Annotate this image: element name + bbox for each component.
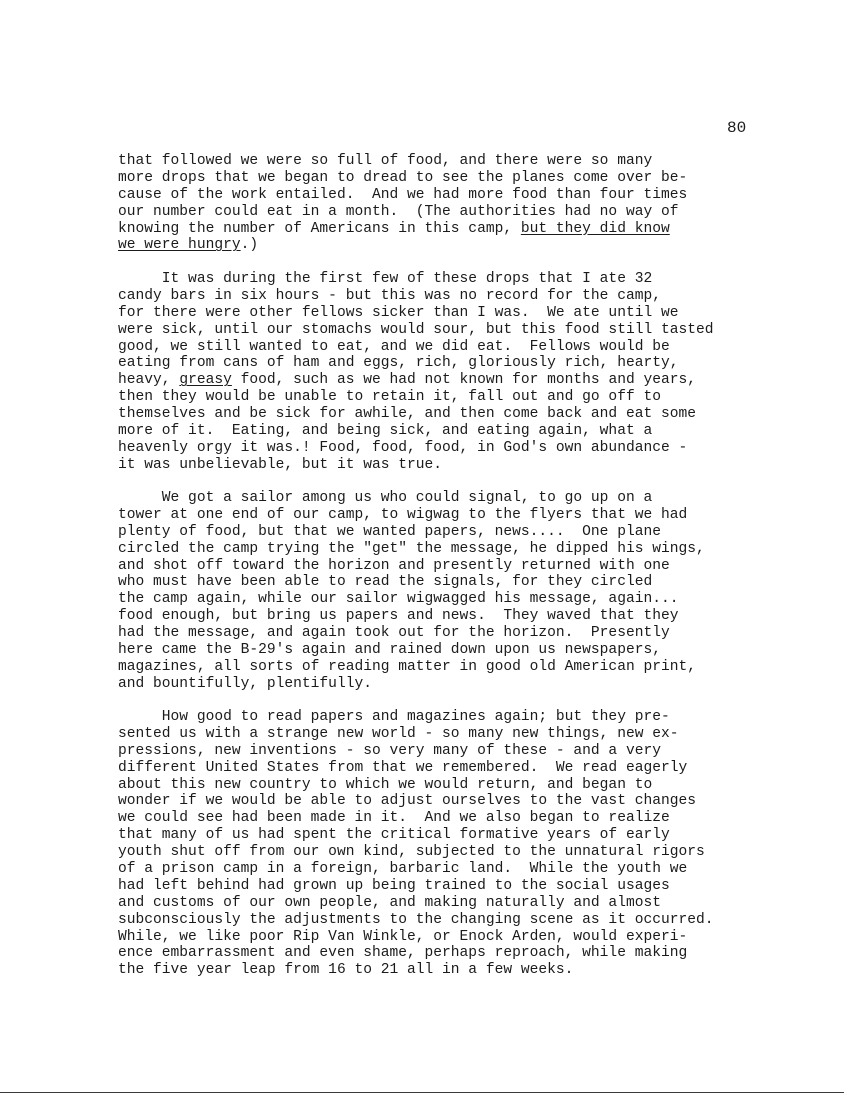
text-line bbox=[118, 945, 714, 962]
text-line bbox=[118, 355, 714, 372]
text-line bbox=[118, 339, 714, 356]
text-run: tower at one end of our camp, to wigwag to the flyers that we had bbox=[118, 506, 688, 523]
text-run: had the message, and again took out for the horizon. Presently bbox=[118, 625, 670, 642]
text-line bbox=[118, 457, 714, 474]
text-line bbox=[118, 793, 714, 810]
text-run: were sick, until our stomachs would sour, but this food still tasted bbox=[118, 321, 714, 338]
text-line bbox=[118, 372, 714, 389]
text-run: candy bars in six hours - but this was no record for the camp, bbox=[118, 287, 661, 304]
text-run: How good to read papers and magazines again; but they pre- bbox=[118, 709, 670, 725]
text-line bbox=[118, 743, 714, 760]
paragraph bbox=[118, 153, 687, 254]
text-run: wonder if we would be able to adjust ourselves to the vast changes bbox=[118, 793, 697, 810]
text-line bbox=[118, 288, 714, 305]
text-line bbox=[118, 760, 714, 777]
text-run: themselves and be sick for awhile, and then come back and eat some bbox=[118, 406, 697, 423]
text-run: different United States from that we remembered. We read eagerly bbox=[118, 759, 688, 776]
text-run: more of it. Eating, and being sick, and eating again, what a bbox=[118, 423, 653, 440]
text-line bbox=[118, 709, 714, 726]
underlined-text: greasy bbox=[179, 372, 232, 389]
text-run: that many of us had spent the critical formative years of early bbox=[118, 827, 670, 844]
text-line bbox=[118, 558, 705, 575]
text-run: it was unbelievable, but it was true. bbox=[118, 456, 443, 473]
text-line bbox=[118, 170, 687, 187]
text-line bbox=[118, 878, 714, 895]
text-run: and bountifully, plentifully. bbox=[118, 675, 372, 692]
text-line bbox=[118, 844, 714, 861]
text-line bbox=[118, 322, 714, 339]
text-run: magazines, all sorts of reading matter in good old American print, bbox=[118, 658, 697, 675]
text-run: that followed we were so full of food, and there were so many bbox=[118, 153, 653, 169]
text-line bbox=[118, 642, 705, 659]
paragraph bbox=[118, 490, 705, 693]
text-run: and customs of our own people, and making naturally and almost bbox=[118, 894, 661, 911]
text-run: here came the B-29's again and rained down upon us newspapers, bbox=[118, 642, 661, 659]
text-line bbox=[118, 861, 714, 878]
text-run: then they would be unable to retain it, fall out and go off to bbox=[118, 389, 661, 406]
underlined-text: we were hungry bbox=[118, 237, 241, 254]
text-run: good, we still wanted to eat, and we did eat. Fellows would be bbox=[118, 338, 670, 355]
text-run: food, such as we had not known for months and years, bbox=[231, 372, 697, 389]
text-line bbox=[118, 406, 714, 423]
text-line bbox=[118, 676, 705, 693]
text-line bbox=[118, 187, 687, 204]
text-run: of a prison camp in a foreign, barbaric land. While the youth we bbox=[118, 861, 688, 878]
text-run: cause of the work entailed. And we had more food than four times bbox=[118, 186, 688, 203]
text-run: subconsciously the adjustments to the changing scene as it occurred. bbox=[118, 911, 714, 928]
text-run: youth shut off from our own kind, subjected to the unnatural rigors bbox=[118, 844, 705, 861]
text-run: pressions, new inventions - so very many of these - and a very bbox=[118, 742, 661, 759]
text-line bbox=[118, 423, 714, 440]
text-line bbox=[118, 389, 714, 406]
text-run: circled the camp trying the "get" the message, he dipped his wings, bbox=[118, 540, 705, 557]
text-line bbox=[118, 810, 714, 827]
paragraph bbox=[118, 271, 714, 474]
text-line bbox=[118, 591, 705, 608]
text-line bbox=[118, 440, 714, 457]
text-run: sented us with a strange new world - so many new things, new ex- bbox=[118, 725, 679, 742]
text-run: It was during the first few of these drops that I ate 32 bbox=[118, 271, 653, 287]
text-line bbox=[118, 929, 714, 946]
text-run: more drops that we began to dread to see the planes come over be- bbox=[118, 169, 688, 186]
text-line bbox=[118, 271, 714, 288]
text-run: for there were other fellows sicker than I was. We ate until we bbox=[118, 304, 679, 321]
text-run: While, we like poor Rip Van Winkle, or Enock Arden, would experi- bbox=[118, 928, 688, 945]
text-line bbox=[118, 895, 714, 912]
text-line bbox=[118, 221, 687, 238]
text-line bbox=[118, 659, 705, 676]
text-run: plenty of food, but that we wanted papers, news.... One plane bbox=[118, 523, 661, 540]
text-line bbox=[118, 305, 714, 322]
text-run: about this new country to which we would return, and began to bbox=[118, 776, 653, 793]
text-line bbox=[118, 507, 705, 524]
text-line bbox=[118, 204, 687, 221]
text-line bbox=[118, 962, 714, 979]
text-run: .) bbox=[240, 237, 259, 254]
text-line bbox=[118, 490, 705, 507]
text-run: we could see had been made in it. And we also began to realize bbox=[118, 810, 670, 827]
text-run: knowing the number of Americans in this camp, bbox=[118, 220, 521, 237]
text-run: eating from cans of ham and eggs, rich, gloriously rich, hearty, bbox=[118, 355, 679, 372]
text-line bbox=[118, 541, 705, 558]
text-line bbox=[118, 726, 714, 743]
text-line bbox=[118, 777, 714, 794]
paragraph bbox=[118, 709, 714, 979]
text-line bbox=[118, 574, 705, 591]
text-line bbox=[118, 153, 687, 170]
text-run: heavenly orgy it was.! Food, food, food, in God's own abundance - bbox=[118, 439, 688, 456]
text-run: our number could eat in a month. (The authorities had no way of bbox=[118, 203, 679, 220]
text-line bbox=[118, 608, 705, 625]
page-edge-divider bbox=[0, 1092, 844, 1093]
underlined-text: but they did know bbox=[520, 220, 670, 237]
text-run: the five year leap from 16 to 21 all in a few weeks. bbox=[118, 962, 574, 979]
page-number: 80 bbox=[727, 119, 747, 137]
text-run: had left behind had grown up being trained to the social usages bbox=[118, 877, 670, 894]
text-run: heavy, bbox=[118, 372, 180, 389]
text-run: food enough, but bring us papers and news. They waved that they bbox=[118, 608, 679, 625]
text-line bbox=[118, 827, 714, 844]
text-line bbox=[118, 237, 687, 254]
text-line bbox=[118, 524, 705, 541]
text-run: the camp again, while our sailor wigwagged his message, again... bbox=[118, 591, 679, 608]
text-line bbox=[118, 625, 705, 642]
text-run: and shot off toward the horizon and presently returned with one bbox=[118, 557, 670, 574]
text-run: who must have been able to read the signals, for they circled bbox=[118, 574, 653, 591]
text-run: We got a sailor among us who could signal, to go up on a bbox=[118, 490, 653, 506]
text-run: ence embarrassment and even shame, perhaps reproach, while making bbox=[118, 945, 688, 962]
text-line bbox=[118, 912, 714, 929]
